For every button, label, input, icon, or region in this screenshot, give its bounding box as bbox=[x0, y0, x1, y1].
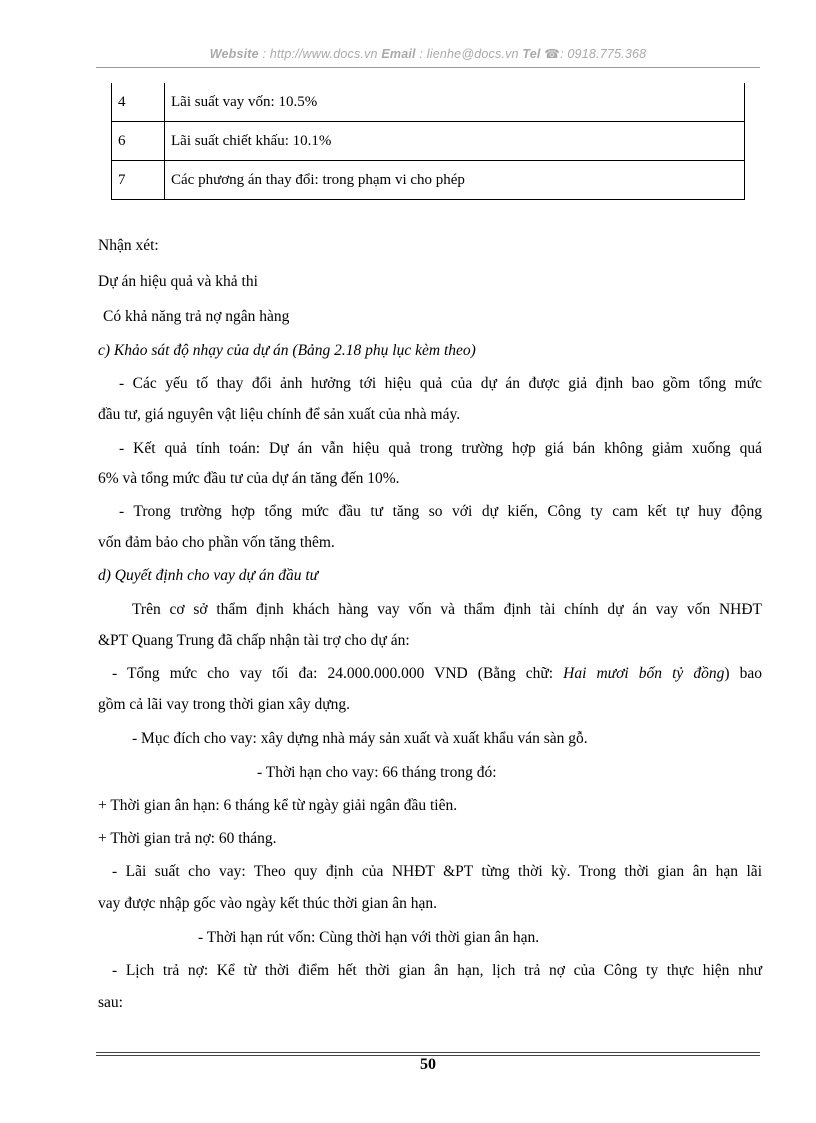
paragraph-line: - Trong trường hợp tổng mức đầu tư tăng so với dự kiến, Công ty cam kết tự huy động bbox=[119, 503, 762, 520]
paragraph-line: - Thời hạn cho vay: 66 tháng trong đó: bbox=[257, 764, 497, 781]
table-cell-text: Các phương án thay đổi: trong phạm vi cho phép bbox=[165, 161, 745, 200]
phone-icon: ☎ bbox=[544, 47, 561, 61]
paragraph-line: - Lịch trả nợ: Kể từ thời điểm hết thời gian ân hạn, lịch trả nợ của Công ty thực hiện như bbox=[112, 962, 762, 979]
table-row bbox=[112, 122, 745, 161]
email-value: : lienhe@docs.vn bbox=[419, 47, 519, 61]
table-row bbox=[112, 161, 745, 200]
email-label: Email bbox=[381, 47, 416, 61]
tel-value: : 0918.775.368 bbox=[560, 47, 647, 61]
section-c-heading: c) Khảo sát độ nhạy của dự án (Bảng 2.18 phụ lục kèm theo) bbox=[98, 342, 476, 359]
loan-amount-suffix: ) bao bbox=[724, 665, 762, 682]
table-row bbox=[112, 83, 745, 122]
loan-amount-text: - Tổng mức cho vay tối đa: 24.000.000.000 VND (Bằng chữ: bbox=[112, 665, 564, 682]
paragraph-line: - Các yếu tố thay đổi ảnh hưởng tới hiệu quả của dự án được giả định bao gồm tổng mức bbox=[119, 375, 762, 392]
paragraph-line: - Thời hạn rút vốn: Cùng thời hạn với thời gian ân hạn. bbox=[198, 929, 540, 946]
paragraph-line: vốn đảm bảo cho phần vốn tăng thêm. bbox=[98, 534, 335, 551]
paragraph-line: - Kết quả tính toán: Dự án vẫn hiệu quả trong trường hợp giá bán không giảm xuống quá bbox=[119, 440, 762, 457]
table-cell-text: Lãi suất vay vốn: 10.5% bbox=[165, 83, 745, 122]
website-label: Website bbox=[209, 47, 259, 61]
table-cell-num: 6 bbox=[112, 122, 165, 161]
table-cell-num: 7 bbox=[112, 161, 165, 200]
nhan-xet-heading: Nhận xét: bbox=[98, 237, 159, 254]
paragraph-line: gồm cả lãi vay trong thời gian xây dựng. bbox=[98, 696, 351, 713]
paragraph-line: + Thời gian trả nợ: 60 tháng. bbox=[98, 830, 277, 847]
paragraph-line: vay được nhập gốc vào ngày kết thúc thời gian ân hạn. bbox=[98, 895, 438, 912]
paragraph-line bbox=[112, 665, 762, 683]
table-cell-text: Lãi suất chiết khấu: 10.1% bbox=[165, 122, 745, 161]
page-header bbox=[96, 46, 760, 61]
header-divider bbox=[96, 67, 760, 68]
paragraph-line: đầu tư, giá nguyên vật liệu chính để sản xuất của nhà máy. bbox=[98, 406, 461, 423]
paragraph-line: sau: bbox=[98, 994, 123, 1011]
paragraph-line: + Thời gian ân hạn: 6 tháng kể từ ngày giải ngân đầu tiên. bbox=[98, 797, 458, 814]
table-cell-num: 4 bbox=[112, 83, 165, 122]
paragraph-line: Dự án hiệu quả và khả thi bbox=[98, 273, 258, 290]
paragraph-line: &PT Quang Trung đã chấp nhận tài trợ cho dự án: bbox=[98, 632, 410, 649]
loan-amount-words: Hai mươi bốn tỷ đồng bbox=[563, 665, 725, 682]
paragraph-line: - Mục đích cho vay: xây dựng nhà máy sản xuất và xuất khẩu ván sàn gỗ. bbox=[132, 730, 588, 747]
page-number: 50 bbox=[420, 1056, 436, 1073]
footer-divider bbox=[96, 1052, 760, 1053]
paragraph-line: Trên cơ sở thẩm định khách hàng vay vốn và thẩm định tài chính dự án vay vốn NHĐT bbox=[132, 601, 762, 618]
tel-label: Tel bbox=[522, 47, 541, 61]
parameters-table bbox=[111, 83, 745, 200]
section-d-heading: d) Quyết định cho vay dự án đầu tư bbox=[98, 567, 319, 584]
website-url: : http://www.docs.vn bbox=[262, 47, 378, 61]
paragraph-line: 6% và tổng mức đầu tư của dự án tăng đến 10%. bbox=[98, 470, 400, 487]
paragraph-line: Có khả năng trả nợ ngân hàng bbox=[103, 308, 290, 325]
paragraph-line: - Lãi suất cho vay: Theo quy định của NHĐT &PT từng thời kỳ. Trong thời gian ân hạn lãi bbox=[112, 863, 762, 880]
